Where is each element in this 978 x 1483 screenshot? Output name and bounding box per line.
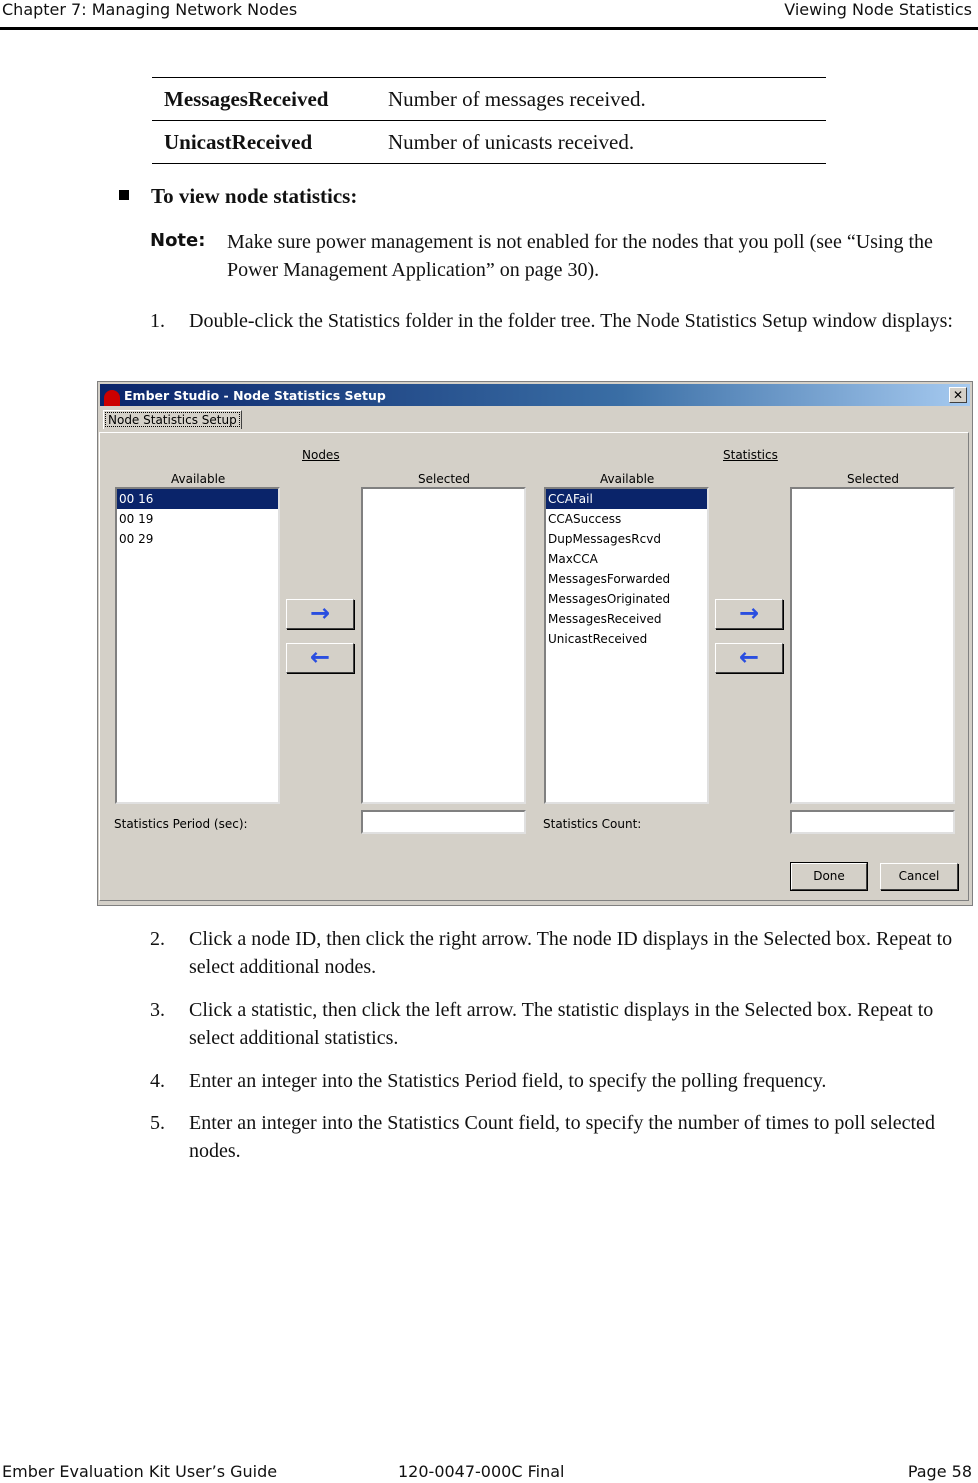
list-item[interactable]: CCASuccess <box>548 512 622 526</box>
nodes-available-label: Available <box>171 472 226 486</box>
statistics-count-label: Statistics Count: <box>543 817 642 831</box>
footer-page-number: Page 58 <box>907 1462 972 1481</box>
title-bar <box>100 384 970 406</box>
cancel-button[interactable]: Cancel <box>880 863 958 890</box>
step-number: 4. <box>150 1070 165 1092</box>
list-item[interactable]: DupMessagesRcvd <box>548 532 661 546</box>
list-item[interactable]: MessagesOriginated <box>548 592 671 606</box>
definitions-table <box>152 77 826 164</box>
list-item[interactable]: MessagesReceived <box>548 612 662 626</box>
step-text: Enter an integer into the Statistics Count field, to specify the number of times to poll selected nodes. <box>189 1112 935 1162</box>
nodes-available-list[interactable] <box>115 487 280 804</box>
tab-panel <box>99 432 969 901</box>
close-button[interactable]: ✕ <box>949 387 967 403</box>
nodes-remove-arrow-button[interactable]: ← <box>286 643 354 673</box>
step-text: Double-click the Statistics folder in the folder tree. The Node Statistics Setup window displays: <box>189 310 953 332</box>
list-item[interactable]: CCAFail <box>546 489 707 509</box>
node-statistics-setup-dialog <box>97 381 973 906</box>
statistics-heading: Statistics <box>723 448 778 462</box>
stats-selected-label: Selected <box>847 472 900 486</box>
nodes-add-arrow-button[interactable]: → <box>286 599 354 629</box>
nodes-heading: Nodes <box>302 448 340 462</box>
statistics-period-label: Statistics Period (sec): <box>114 817 248 831</box>
stats-available-list[interactable] <box>544 487 709 804</box>
stats-remove-arrow-button[interactable]: ← <box>715 643 783 673</box>
desc-cell: Number of messages received. <box>376 78 826 121</box>
desc-cell: Number of unicasts received. <box>376 121 826 164</box>
step-text: Click a statistic, then click the left arrow. The statistic displays in the Selected box. Repeat to select additional statistics. <box>189 999 934 1049</box>
list-item[interactable]: 00 29 <box>119 532 154 546</box>
nodes-selected-list[interactable] <box>361 487 526 804</box>
chapter-title: Chapter 7: Managing Network Nodes <box>2 0 298 19</box>
procedure-heading-text: To view node statistics: <box>151 184 358 208</box>
table-row <box>152 121 826 164</box>
statistics-period-input[interactable] <box>361 810 526 834</box>
tab-node-statistics-setup[interactable]: Node Statistics Setup <box>103 410 242 429</box>
stats-available-label: Available <box>600 472 655 486</box>
stats-add-arrow-button[interactable]: → <box>715 599 783 629</box>
list-item[interactable]: 00 19 <box>119 512 154 526</box>
step-number: 5. <box>150 1112 165 1134</box>
note-text: Make sure power management is not enabled for the nodes that you poll (see “Using the Power Management Application” on page 30). <box>227 231 933 281</box>
done-button[interactable]: Done <box>791 863 867 890</box>
term-cell: UnicastReceived <box>152 121 376 164</box>
list-item[interactable]: 00 16 <box>117 489 278 509</box>
note-label: Note: <box>150 230 206 251</box>
statistics-count-input[interactable] <box>790 810 955 834</box>
stats-selected-list[interactable] <box>790 487 955 804</box>
step-number: 3. <box>150 999 165 1021</box>
term-cell: MessagesReceived <box>152 78 376 121</box>
footer-guide-title: Ember Evaluation Kit User’s Guide <box>2 1462 278 1481</box>
page-header <box>0 0 978 30</box>
list-item[interactable]: MessagesForwarded <box>548 572 671 586</box>
step-number: 2. <box>150 928 165 950</box>
step-text: Enter an integer into the Statistics Period field, to specify the polling frequency. <box>189 1070 827 1092</box>
step-text: Click a node ID, then click the right arrow. The node ID displays in the Selected box. Repeat to select additional nodes. <box>189 928 953 978</box>
section-title: Viewing Node Statistics <box>784 0 972 19</box>
table-row <box>152 78 826 121</box>
footer-doc-number: 120-0047-000C Final <box>398 1462 565 1481</box>
list-item[interactable]: UnicastReceived <box>548 632 648 646</box>
window-title: Ember Studio - Node Statistics Setup <box>124 388 386 403</box>
bullet-square-icon <box>119 190 129 200</box>
ember-logo-icon <box>104 390 120 406</box>
list-item[interactable]: MaxCCA <box>548 552 598 566</box>
step-number: 1. <box>150 310 165 332</box>
nodes-selected-label: Selected <box>418 472 471 486</box>
procedure-heading <box>119 184 357 209</box>
